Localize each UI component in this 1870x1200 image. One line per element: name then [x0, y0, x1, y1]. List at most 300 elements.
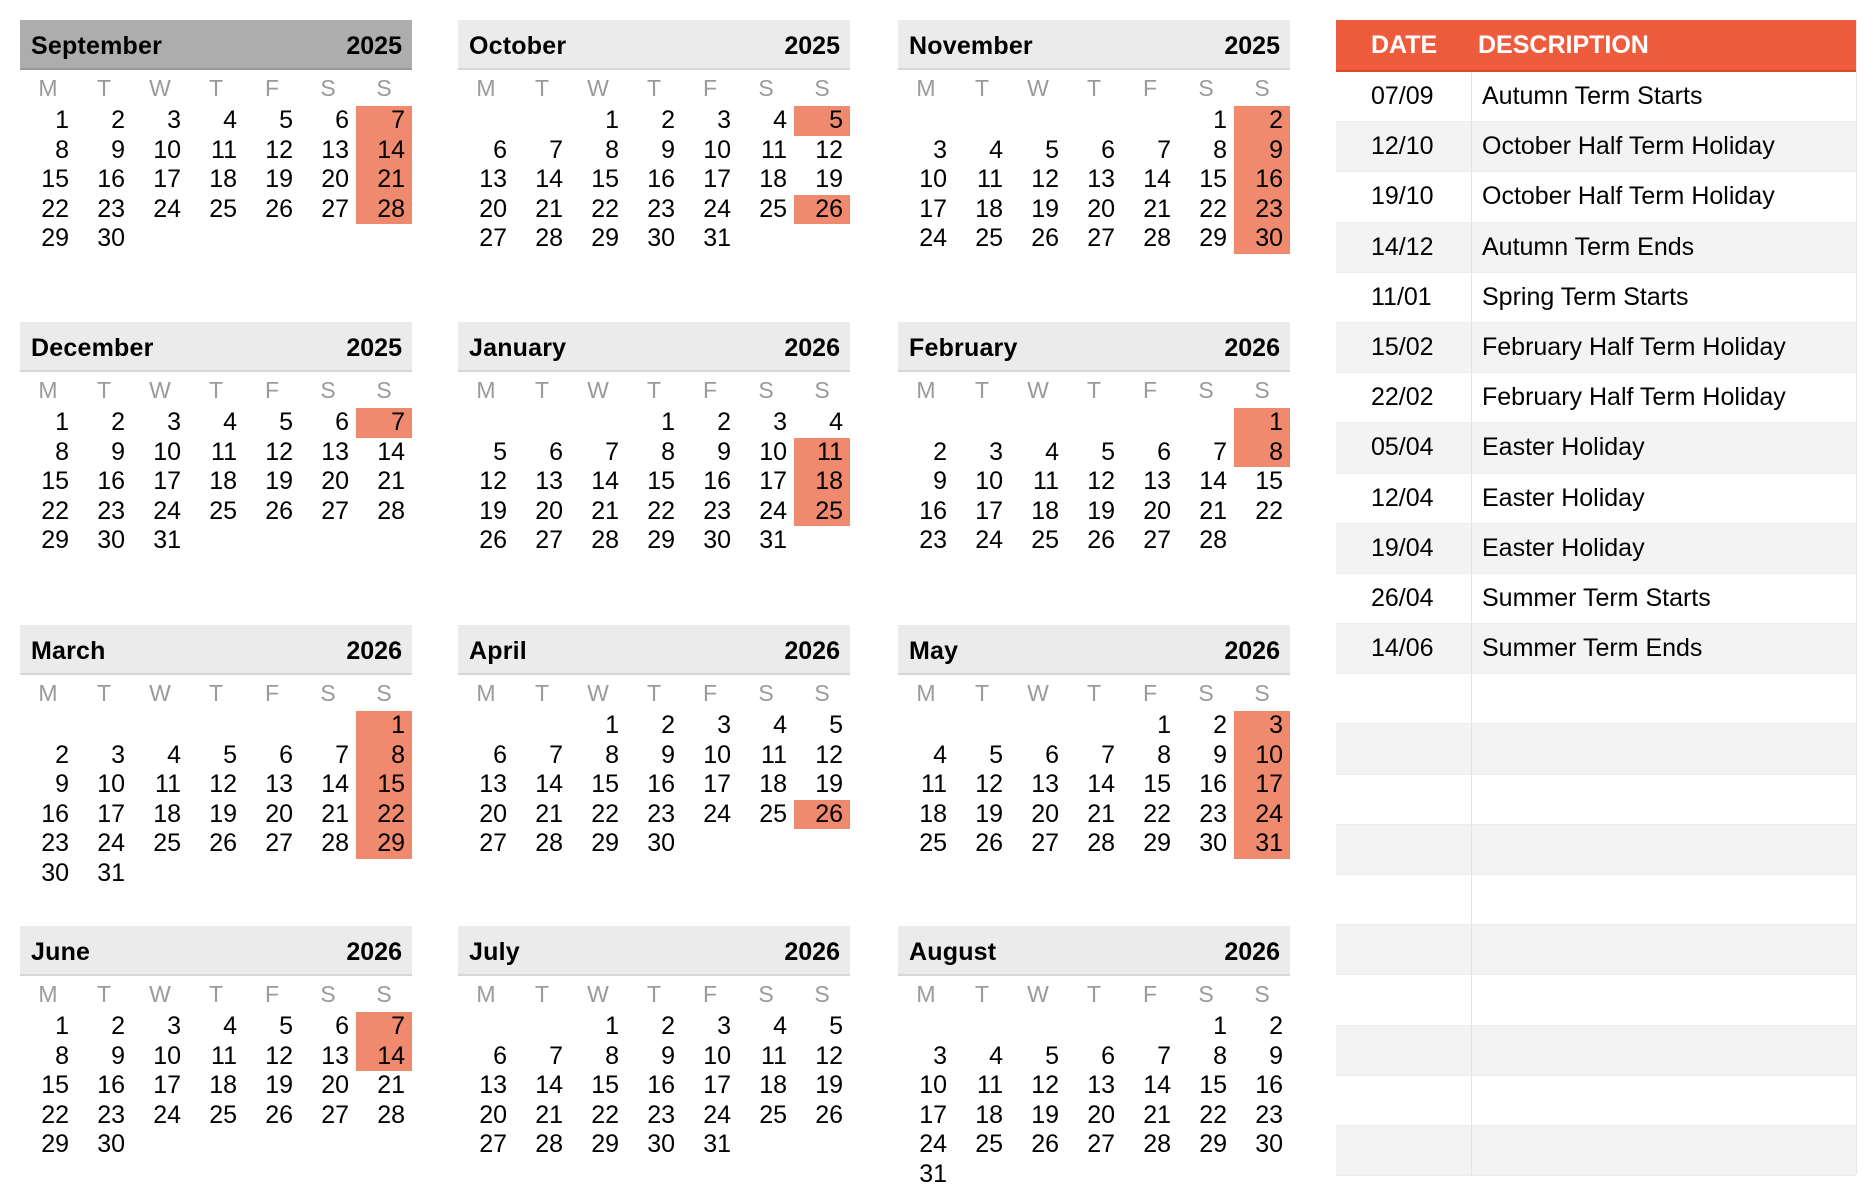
- day-cell[interactable]: 28: [1087, 829, 1115, 857]
- empty-event-row[interactable]: [1336, 875, 1856, 925]
- day-cell[interactable]: 23: [1199, 799, 1227, 828]
- day-cell[interactable]: 6: [335, 408, 349, 436]
- day-cell[interactable]: 15: [1143, 770, 1171, 798]
- day-cell[interactable]: 26: [265, 496, 293, 525]
- day-cell[interactable]: 16: [1199, 770, 1227, 798]
- day-cell[interactable]: 6: [335, 106, 349, 134]
- month-header[interactable]: [20, 20, 412, 70]
- day-cell[interactable]: 6: [493, 1041, 507, 1070]
- day-cell[interactable]: 19: [479, 496, 507, 525]
- day-cell[interactable]: 1: [1213, 1012, 1227, 1040]
- day-cell[interactable]: 17: [919, 194, 947, 223]
- day-cell[interactable]: 9: [933, 467, 947, 495]
- day-cell[interactable]: 23: [41, 829, 69, 857]
- day-cell[interactable]: 28: [535, 1130, 563, 1158]
- day-cell[interactable]: 4: [773, 106, 787, 134]
- day-cell[interactable]: 15: [41, 1071, 69, 1099]
- day-cell[interactable]: 20: [479, 194, 507, 223]
- day-cell[interactable]: 1: [356, 711, 412, 741]
- day-cell[interactable]: 29: [41, 224, 69, 252]
- day-cell[interactable]: 10: [703, 740, 731, 769]
- empty-event-row[interactable]: [1336, 825, 1856, 875]
- day-cell[interactable]: 17: [703, 770, 731, 798]
- day-cell[interactable]: 26: [794, 800, 850, 830]
- day-cell[interactable]: 9: [1213, 740, 1227, 769]
- day-cell[interactable]: 23: [647, 194, 675, 223]
- event-row[interactable]: [1336, 373, 1856, 423]
- day-cell[interactable]: 23: [1255, 1100, 1283, 1129]
- day-cell[interactable]: 3: [989, 437, 1003, 466]
- day-cell[interactable]: 14: [356, 136, 412, 166]
- day-cell[interactable]: 13: [265, 770, 293, 798]
- day-cell[interactable]: 28: [321, 829, 349, 857]
- day-cell[interactable]: 19: [815, 165, 843, 193]
- day-cell[interactable]: 3: [933, 1041, 947, 1070]
- month-header[interactable]: [20, 926, 412, 976]
- day-cell[interactable]: 29: [41, 526, 69, 554]
- day-cell[interactable]: 9: [661, 1041, 675, 1070]
- empty-event-row[interactable]: [1336, 775, 1856, 825]
- event-row[interactable]: [1336, 273, 1856, 323]
- day-cell[interactable]: 31: [97, 858, 125, 887]
- day-cell[interactable]: 28: [356, 195, 412, 225]
- day-cell[interactable]: 3: [167, 1012, 181, 1040]
- day-cell[interactable]: 10: [153, 437, 181, 466]
- day-cell[interactable]: 18: [759, 165, 787, 193]
- day-cell[interactable]: 9: [1234, 136, 1290, 166]
- day-cell[interactable]: 15: [591, 770, 619, 798]
- day-cell[interactable]: 20: [1031, 799, 1059, 828]
- day-cell[interactable]: 16: [1255, 1071, 1283, 1099]
- day-cell[interactable]: 5: [223, 740, 237, 769]
- day-cell[interactable]: 7: [356, 1012, 412, 1042]
- day-cell[interactable]: 18: [975, 194, 1003, 223]
- day-cell[interactable]: 25: [1031, 526, 1059, 554]
- day-cell[interactable]: 11: [211, 135, 237, 164]
- day-cell[interactable]: 4: [773, 1012, 787, 1040]
- day-cell[interactable]: 7: [605, 437, 619, 466]
- day-cell[interactable]: 11: [921, 770, 947, 798]
- day-cell[interactable]: 16: [647, 770, 675, 798]
- day-cell[interactable]: 4: [223, 1012, 237, 1040]
- day-cell[interactable]: 29: [591, 1130, 619, 1158]
- day-cell[interactable]: 7: [549, 1041, 563, 1070]
- day-cell[interactable]: 20: [321, 1071, 349, 1099]
- day-cell[interactable]: 21: [1143, 1100, 1171, 1129]
- day-cell[interactable]: 6: [1157, 437, 1171, 466]
- day-cell[interactable]: 6: [1101, 135, 1115, 164]
- day-cell[interactable]: 1: [55, 1012, 69, 1040]
- day-cell[interactable]: 19: [209, 799, 237, 828]
- day-cell[interactable]: 22: [591, 194, 619, 223]
- day-cell[interactable]: 22: [1199, 1100, 1227, 1129]
- day-cell[interactable]: 25: [759, 1100, 787, 1129]
- day-cell[interactable]: 22: [647, 496, 675, 525]
- day-cell[interactable]: 29: [1199, 224, 1227, 252]
- event-row[interactable]: [1336, 624, 1856, 674]
- day-cell[interactable]: 20: [1087, 1100, 1115, 1129]
- day-cell[interactable]: 14: [377, 437, 405, 466]
- day-cell[interactable]: 11: [761, 135, 787, 164]
- day-cell[interactable]: 15: [647, 467, 675, 495]
- day-cell[interactable]: 22: [41, 496, 69, 525]
- day-cell[interactable]: 30: [1199, 829, 1227, 857]
- day-cell[interactable]: 16: [919, 496, 947, 525]
- day-cell[interactable]: 6: [1045, 740, 1059, 769]
- day-cell[interactable]: 5: [279, 408, 293, 436]
- day-cell[interactable]: 8: [356, 741, 412, 771]
- day-cell[interactable]: 8: [55, 437, 69, 466]
- day-cell[interactable]: 19: [975, 799, 1003, 828]
- day-cell[interactable]: 31: [703, 1130, 731, 1158]
- day-cell[interactable]: 2: [717, 408, 731, 436]
- day-cell[interactable]: 20: [479, 799, 507, 828]
- day-cell[interactable]: 9: [661, 135, 675, 164]
- day-cell[interactable]: 28: [535, 829, 563, 857]
- day-cell[interactable]: 21: [535, 799, 563, 828]
- day-cell[interactable]: 23: [919, 526, 947, 554]
- day-cell[interactable]: 15: [591, 1071, 619, 1099]
- day-cell[interactable]: 30: [703, 526, 731, 554]
- day-cell[interactable]: 25: [153, 829, 181, 857]
- day-cell[interactable]: 1: [1213, 106, 1227, 134]
- day-cell[interactable]: 21: [1143, 194, 1171, 223]
- day-cell[interactable]: 15: [41, 467, 69, 495]
- day-cell[interactable]: 11: [794, 438, 850, 468]
- day-cell[interactable]: 3: [111, 740, 125, 769]
- day-cell[interactable]: 8: [605, 740, 619, 769]
- day-cell[interactable]: 18: [209, 1071, 237, 1099]
- day-cell[interactable]: 29: [1199, 1130, 1227, 1158]
- day-cell[interactable]: 1: [605, 1012, 619, 1040]
- day-cell[interactable]: 23: [703, 496, 731, 525]
- day-cell[interactable]: 31: [703, 224, 731, 252]
- day-cell[interactable]: 17: [153, 1071, 181, 1099]
- day-cell[interactable]: 21: [321, 799, 349, 828]
- day-cell[interactable]: 8: [661, 437, 675, 466]
- day-cell[interactable]: 23: [97, 496, 125, 525]
- day-cell[interactable]: 5: [1045, 1041, 1059, 1070]
- day-cell[interactable]: 15: [591, 165, 619, 193]
- day-cell[interactable]: 15: [41, 165, 69, 193]
- event-row[interactable]: [1336, 423, 1856, 473]
- day-cell[interactable]: 28: [535, 224, 563, 252]
- day-cell[interactable]: 16: [647, 1071, 675, 1099]
- day-cell[interactable]: 4: [223, 408, 237, 436]
- day-cell[interactable]: 29: [356, 829, 412, 859]
- day-cell[interactable]: 12: [265, 135, 293, 164]
- day-cell[interactable]: 17: [975, 496, 1003, 525]
- day-cell[interactable]: 22: [41, 1100, 69, 1129]
- day-cell[interactable]: 28: [1199, 526, 1227, 554]
- day-cell[interactable]: 26: [265, 1100, 293, 1129]
- day-cell[interactable]: 18: [975, 1100, 1003, 1129]
- month-header[interactable]: [458, 20, 850, 70]
- day-cell[interactable]: 19: [265, 467, 293, 495]
- day-cell[interactable]: 15: [1199, 165, 1227, 193]
- day-cell[interactable]: 5: [493, 437, 507, 466]
- day-cell[interactable]: 12: [265, 437, 293, 466]
- day-cell[interactable]: 26: [1087, 526, 1115, 554]
- day-cell[interactable]: 30: [647, 829, 675, 857]
- day-cell[interactable]: 11: [155, 770, 181, 798]
- day-cell[interactable]: 1: [661, 408, 675, 436]
- day-cell[interactable]: 4: [773, 711, 787, 739]
- day-cell[interactable]: 3: [933, 135, 947, 164]
- event-row[interactable]: [1336, 122, 1856, 172]
- day-cell[interactable]: 11: [977, 1071, 1003, 1099]
- day-cell[interactable]: 14: [1143, 1071, 1171, 1099]
- month-header[interactable]: [458, 926, 850, 976]
- day-cell[interactable]: 9: [1269, 1041, 1283, 1070]
- day-cell[interactable]: 10: [919, 1071, 947, 1099]
- day-cell[interactable]: 10: [703, 1041, 731, 1070]
- day-cell[interactable]: 14: [535, 1071, 563, 1099]
- day-cell[interactable]: 2: [111, 408, 125, 436]
- day-cell[interactable]: 8: [1234, 438, 1290, 468]
- day-cell[interactable]: 19: [1031, 1100, 1059, 1129]
- empty-event-row[interactable]: [1336, 925, 1856, 975]
- day-cell[interactable]: 26: [479, 526, 507, 554]
- day-cell[interactable]: 25: [794, 497, 850, 527]
- day-cell[interactable]: 24: [919, 1130, 947, 1158]
- day-cell[interactable]: 27: [1143, 526, 1171, 554]
- day-cell[interactable]: 17: [919, 1100, 947, 1129]
- day-cell[interactable]: 2: [661, 711, 675, 739]
- day-cell[interactable]: 4: [989, 1041, 1003, 1070]
- day-cell[interactable]: 15: [1199, 1071, 1227, 1099]
- day-cell[interactable]: 16: [1234, 165, 1290, 195]
- empty-event-row[interactable]: [1336, 1126, 1856, 1176]
- day-cell[interactable]: 30: [97, 224, 125, 252]
- day-cell[interactable]: 2: [661, 1012, 675, 1040]
- day-cell[interactable]: 7: [549, 135, 563, 164]
- day-cell[interactable]: 18: [209, 467, 237, 495]
- day-cell[interactable]: 23: [1234, 195, 1290, 225]
- day-cell[interactable]: 22: [1199, 194, 1227, 223]
- day-cell[interactable]: 14: [1199, 467, 1227, 495]
- day-cell[interactable]: 5: [1045, 135, 1059, 164]
- day-cell[interactable]: 19: [265, 1071, 293, 1099]
- day-cell[interactable]: 16: [97, 165, 125, 193]
- day-cell[interactable]: 7: [549, 740, 563, 769]
- empty-event-row[interactable]: [1336, 674, 1856, 724]
- day-cell[interactable]: 14: [356, 1042, 412, 1072]
- day-cell[interactable]: 1: [1234, 408, 1290, 438]
- day-cell[interactable]: 20: [1143, 496, 1171, 525]
- day-cell[interactable]: 21: [535, 1100, 563, 1129]
- day-cell[interactable]: 1: [605, 106, 619, 134]
- day-cell[interactable]: 18: [759, 770, 787, 798]
- day-cell[interactable]: 10: [97, 770, 125, 798]
- day-cell[interactable]: 2: [661, 106, 675, 134]
- day-cell[interactable]: 18: [1031, 496, 1059, 525]
- empty-event-row[interactable]: [1336, 975, 1856, 1025]
- day-cell[interactable]: 14: [535, 770, 563, 798]
- day-cell[interactable]: 24: [97, 829, 125, 857]
- day-cell[interactable]: 17: [703, 1071, 731, 1099]
- day-cell[interactable]: 12: [1031, 1071, 1059, 1099]
- day-cell[interactable]: 27: [265, 829, 293, 857]
- day-cell[interactable]: 5: [279, 1012, 293, 1040]
- day-cell[interactable]: 29: [591, 224, 619, 252]
- day-cell[interactable]: 10: [759, 437, 787, 466]
- event-row[interactable]: [1336, 72, 1856, 122]
- day-cell[interactable]: 24: [153, 496, 181, 525]
- day-cell[interactable]: 10: [975, 467, 1003, 495]
- day-cell[interactable]: 8: [1213, 135, 1227, 164]
- day-cell[interactable]: 19: [1031, 194, 1059, 223]
- day-cell[interactable]: 16: [97, 467, 125, 495]
- day-cell[interactable]: 6: [279, 740, 293, 769]
- day-cell[interactable]: 14: [535, 165, 563, 193]
- day-cell[interactable]: 3: [717, 106, 731, 134]
- day-cell[interactable]: 27: [479, 829, 507, 857]
- day-cell[interactable]: 5: [279, 106, 293, 134]
- day-cell[interactable]: 11: [211, 1041, 237, 1070]
- day-cell[interactable]: 23: [647, 799, 675, 828]
- day-cell[interactable]: 31: [1234, 829, 1290, 859]
- day-cell[interactable]: 9: [717, 437, 731, 466]
- event-row[interactable]: [1336, 323, 1856, 373]
- day-cell[interactable]: 24: [153, 1100, 181, 1129]
- day-cell[interactable]: 8: [55, 1041, 69, 1070]
- day-cell[interactable]: 4: [933, 740, 947, 769]
- day-cell[interactable]: 20: [321, 467, 349, 495]
- day-cell[interactable]: 23: [97, 1100, 125, 1129]
- empty-event-row[interactable]: [1336, 724, 1856, 774]
- day-cell[interactable]: 25: [209, 194, 237, 223]
- day-cell[interactable]: 27: [321, 1100, 349, 1129]
- day-cell[interactable]: 29: [591, 829, 619, 857]
- day-cell[interactable]: 19: [815, 1071, 843, 1099]
- day-cell[interactable]: 24: [1234, 800, 1290, 830]
- day-cell[interactable]: 26: [209, 829, 237, 857]
- day-cell[interactable]: 15: [356, 770, 412, 800]
- day-cell[interactable]: 25: [209, 1100, 237, 1129]
- day-cell[interactable]: 7: [1157, 135, 1171, 164]
- description-column-header[interactable]: DESCRIPTION: [1478, 30, 1649, 59]
- day-cell[interactable]: 13: [1031, 770, 1059, 798]
- day-cell[interactable]: 18: [153, 799, 181, 828]
- day-cell[interactable]: 16: [647, 165, 675, 193]
- day-cell[interactable]: 5: [794, 106, 850, 136]
- day-cell[interactable]: 21: [1199, 496, 1227, 525]
- day-cell[interactable]: 6: [493, 740, 507, 769]
- day-cell[interactable]: 28: [1143, 224, 1171, 252]
- day-cell[interactable]: 12: [815, 1041, 843, 1070]
- day-cell[interactable]: 17: [703, 165, 731, 193]
- day-cell[interactable]: 15: [1255, 467, 1283, 495]
- event-row[interactable]: [1336, 574, 1856, 624]
- day-cell[interactable]: 10: [703, 135, 731, 164]
- day-cell[interactable]: 7: [1101, 740, 1115, 769]
- day-cell[interactable]: 7: [356, 408, 412, 438]
- day-cell[interactable]: 8: [1213, 1041, 1227, 1070]
- month-header[interactable]: [898, 322, 1290, 372]
- day-cell[interactable]: 16: [703, 467, 731, 495]
- day-cell[interactable]: 16: [41, 799, 69, 828]
- day-cell[interactable]: 28: [1143, 1130, 1171, 1158]
- day-cell[interactable]: 22: [356, 800, 412, 830]
- month-header[interactable]: [20, 625, 412, 675]
- day-cell[interactable]: 8: [605, 1041, 619, 1070]
- day-cell[interactable]: 14: [1143, 165, 1171, 193]
- day-cell[interactable]: 1: [55, 408, 69, 436]
- day-cell[interactable]: 13: [535, 467, 563, 495]
- day-cell[interactable]: 29: [1143, 829, 1171, 857]
- day-cell[interactable]: 14: [1087, 770, 1115, 798]
- day-cell[interactable]: 29: [41, 1130, 69, 1158]
- day-cell[interactable]: 23: [647, 1100, 675, 1129]
- day-cell[interactable]: 13: [1143, 467, 1171, 495]
- day-cell[interactable]: 13: [479, 1071, 507, 1099]
- day-cell[interactable]: 6: [335, 1012, 349, 1040]
- day-cell[interactable]: 26: [975, 829, 1003, 857]
- day-cell[interactable]: 1: [605, 711, 619, 739]
- day-cell[interactable]: 3: [1234, 711, 1290, 741]
- day-cell[interactable]: 6: [1101, 1041, 1115, 1070]
- day-cell[interactable]: 12: [1087, 467, 1115, 495]
- day-cell[interactable]: 29: [647, 526, 675, 554]
- day-cell[interactable]: 5: [989, 740, 1003, 769]
- day-cell[interactable]: 28: [377, 1100, 405, 1129]
- day-cell[interactable]: 20: [265, 799, 293, 828]
- empty-event-row[interactable]: [1336, 1076, 1856, 1126]
- day-cell[interactable]: 20: [1087, 194, 1115, 223]
- day-cell[interactable]: 11: [1033, 467, 1059, 495]
- day-cell[interactable]: 30: [41, 858, 69, 887]
- day-cell[interactable]: 28: [591, 526, 619, 554]
- day-cell[interactable]: 27: [1087, 1130, 1115, 1158]
- day-cell[interactable]: 11: [977, 165, 1003, 193]
- day-cell[interactable]: 12: [265, 1041, 293, 1070]
- day-cell[interactable]: 17: [97, 799, 125, 828]
- day-cell[interactable]: 21: [377, 467, 405, 495]
- day-cell[interactable]: 22: [41, 194, 69, 223]
- day-cell[interactable]: 12: [815, 740, 843, 769]
- day-cell[interactable]: 7: [335, 740, 349, 769]
- day-cell[interactable]: 25: [919, 829, 947, 857]
- day-cell[interactable]: 24: [759, 496, 787, 525]
- day-cell[interactable]: 25: [975, 224, 1003, 252]
- day-cell[interactable]: 17: [1234, 770, 1290, 800]
- day-cell[interactable]: 3: [773, 408, 787, 436]
- day-cell[interactable]: 21: [356, 165, 412, 195]
- day-cell[interactable]: 27: [479, 1130, 507, 1158]
- event-row[interactable]: [1336, 223, 1856, 273]
- day-cell[interactable]: 6: [549, 437, 563, 466]
- day-cell[interactable]: 24: [153, 194, 181, 223]
- day-cell[interactable]: 5: [1101, 437, 1115, 466]
- day-cell[interactable]: 8: [605, 135, 619, 164]
- day-cell[interactable]: 2: [55, 740, 69, 769]
- day-cell[interactable]: 13: [479, 165, 507, 193]
- day-cell[interactable]: 6: [493, 135, 507, 164]
- day-cell[interactable]: 12: [479, 467, 507, 495]
- day-cell[interactable]: 20: [479, 1100, 507, 1129]
- day-cell[interactable]: 9: [111, 135, 125, 164]
- day-cell[interactable]: 23: [97, 194, 125, 223]
- day-cell[interactable]: 17: [153, 467, 181, 495]
- day-cell[interactable]: 12: [975, 770, 1003, 798]
- day-cell[interactable]: 11: [211, 437, 237, 466]
- day-cell[interactable]: 18: [794, 467, 850, 497]
- day-cell[interactable]: 13: [479, 770, 507, 798]
- day-cell[interactable]: 12: [815, 135, 843, 164]
- day-cell[interactable]: 26: [1031, 224, 1059, 252]
- day-cell[interactable]: 9: [661, 740, 675, 769]
